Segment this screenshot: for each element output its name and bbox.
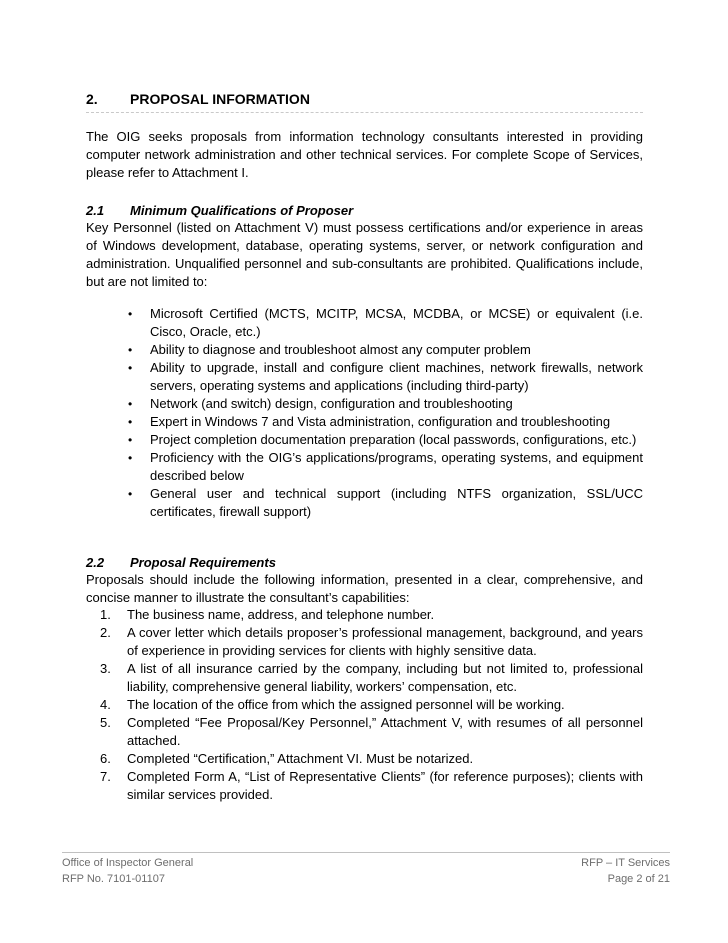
list-item: • Ability to upgrade, install and configure client machines, network firewalls, network servers, operating systems and applications (including third-party) bbox=[128, 360, 643, 393]
list-item: • Ability to diagnose and troubleshoot almost any computer problem bbox=[128, 342, 531, 357]
bullet-icon: • bbox=[128, 307, 133, 321]
list-item: 2. A cover letter which details proposer’s professional management, background, and years of experience in providing services for clients with highly sensitive data. bbox=[100, 625, 643, 658]
list-item: 5. Completed “Fee Proposal/Key Personnel,” Attachment V, with resumes of all personnel attached. bbox=[100, 715, 643, 748]
footer-divider bbox=[62, 852, 670, 853]
subsection-2-1-title: Minimum Qualifications of Proposer bbox=[130, 203, 354, 218]
list-item: • Expert in Windows 7 and Vista administration, configuration and troubleshooting bbox=[128, 414, 611, 429]
bullet-icon: • bbox=[128, 433, 133, 447]
requirements-paragraph: Proposals should include the following information, presented in a clear, comprehensive, and concise manner to illustrate the consultant’s capabilities: bbox=[86, 572, 643, 605]
subsection-2-1-number: 2.1 bbox=[86, 203, 105, 218]
list-item: • Project completion documentation preparation (local passwords, configurations, etc.) bbox=[128, 432, 637, 447]
subsection-2-2-title: Proposal Requirements bbox=[130, 555, 276, 570]
list-item: • Microsoft Certified (MCTS, MCITP, MCSA, MCDBA, or MCSE) or equivalent (i.e. Cisco, Oracle, etc.) bbox=[128, 306, 643, 339]
list-item: 7. Completed Form A, “List of Representative Clients” (for reference purposes); clients with similar services provided. bbox=[100, 769, 643, 802]
footer-office: Office of Inspector General bbox=[62, 857, 194, 869]
list-item: • General user and technical support (including NTFS organization, SSL/UCC certificates, firewall support) bbox=[128, 486, 643, 519]
bullet-icon: • bbox=[128, 487, 133, 501]
section-title: PROPOSAL INFORMATION bbox=[130, 91, 310, 107]
subsection-2-2-heading bbox=[86, 555, 276, 570]
qualifications-list bbox=[128, 305, 643, 521]
section-number: 2. bbox=[86, 91, 98, 107]
subsection-2-2-number: 2.2 bbox=[86, 555, 105, 570]
subsection-2-1-heading bbox=[86, 203, 353, 218]
list-item: 4. The location of the office from which the assigned personnel will be working. bbox=[100, 697, 565, 712]
list-item: • Network (and switch) design, configuration and troubleshooting bbox=[128, 396, 513, 411]
list-item: 3. A list of all insurance carried by the company, including but not limited to, professional liability, comprehensive general liability, workers’ compensation, etc. bbox=[100, 661, 643, 694]
bullet-icon: • bbox=[128, 343, 133, 357]
list-item: 1. The business name, address, and telephone number. bbox=[100, 607, 435, 622]
bullet-icon: • bbox=[128, 415, 133, 429]
footer-page-number: Page 2 of 21 bbox=[607, 873, 670, 885]
footer-rfp-title: RFP – IT Services bbox=[581, 857, 670, 869]
section-heading bbox=[86, 91, 643, 113]
intro-paragraph: The OIG seeks proposals from information technology consultants interested in providing computer network administration and other technical services. For complete Scope of Services, please refer to Attachment I. bbox=[86, 129, 643, 180]
bullet-icon: • bbox=[128, 451, 133, 465]
list-item: • Proficiency with the OIG’s applications/programs, operating systems, and equipment described below bbox=[128, 450, 643, 483]
requirements-list bbox=[100, 606, 643, 804]
bullet-icon: • bbox=[128, 361, 133, 375]
footer-rfp-number: RFP No. 7101-01107 bbox=[62, 873, 165, 885]
qualifications-paragraph: Key Personnel (listed on Attachment V) must possess certifications and/or experience in areas of Windows development, database, operating systems, server, or network configuration and administration. Unqualified personnel and sub-consultants are prohibited. Qualifications include, but are not limited to: bbox=[86, 220, 643, 289]
bullet-icon: • bbox=[128, 397, 133, 411]
list-item: 6. Completed “Certification,” Attachment VI. Must be notarized. bbox=[100, 751, 474, 766]
